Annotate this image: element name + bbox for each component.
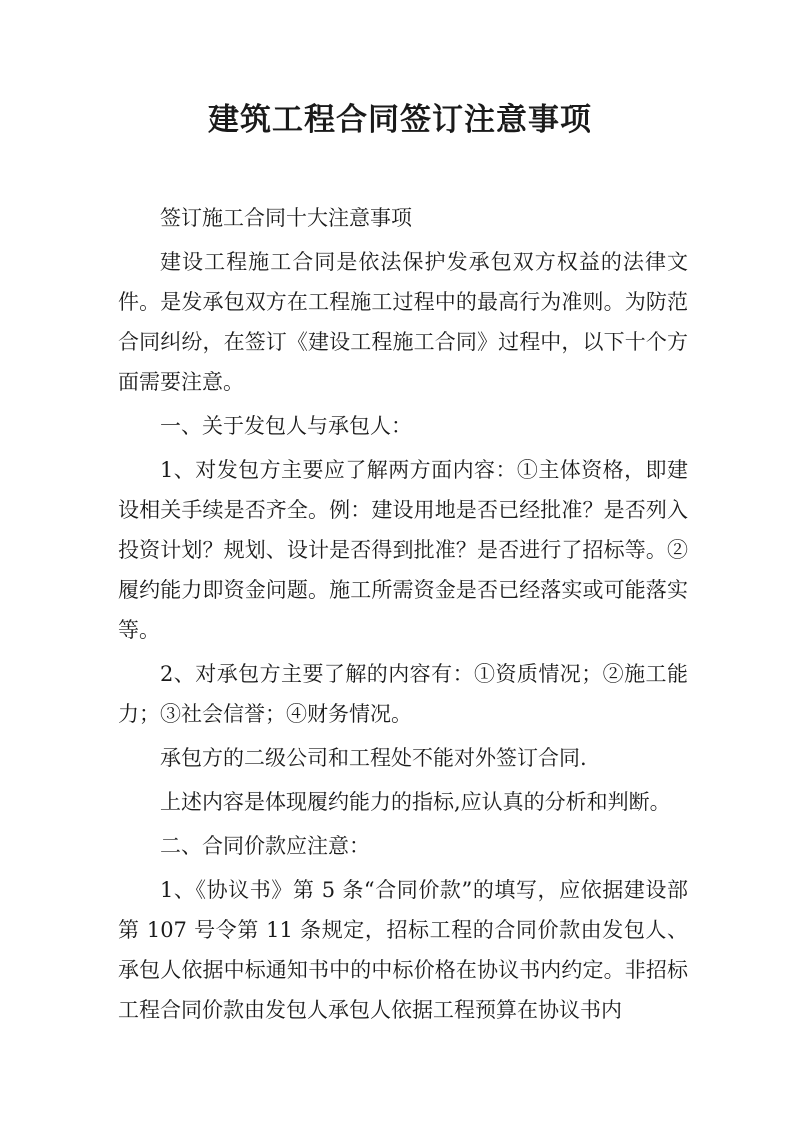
paragraph-intro: 建设工程施工合同是依法保护发承包双方权益的法律文件。是发承包双方在工程施工过程中的最高行为准则。为防范合同纠纷，在签订《建设工程施工合同》过程中，以下十个方面需要注意。 <box>118 250 688 394</box>
paragraph-note-1: 承包方的二级公司和工程处不能对外签订合同. <box>160 746 587 770</box>
paragraph-subtitle: 签订施工合同十大注意事项 <box>160 206 412 230</box>
section-heading-1: 一、关于发包人与承包人： <box>160 414 412 438</box>
paragraph-note-2: 上述内容是体现履约能力的指标,应认真的分析和判断。 <box>160 790 671 814</box>
document-body <box>118 198 688 1034</box>
section-heading-2: 二、合同价款应注意： <box>160 834 370 858</box>
paragraph-item-1-2: 2、对承包方主要了解的内容有：①资质情况；②施工能力；③社会信誉；④财务情况。 <box>118 662 688 726</box>
paragraph-item-2-1: 1、《协议书》第 5 条“合同价款”的填写，应依据建设部第 107 号令第 11 条规定，招标工程的合同价款由发包人、承包人依据中标通知书中的中标价格在协议书内约定。非招标工程合同价款由发包人承包人依据工程预算在协议书内 <box>118 878 688 1022</box>
paragraph-item-1-1: 1、对发包方主要应了解两方面内容：①主体资格，即建设相关手续是否齐全。例：建设用地是否已经批准？是否列入投资计划？规划、设计是否得到批准？是否进行了招标等。②履约能力即资金问题。施工所需资金是否已经落实或可能落实等。 <box>118 458 688 642</box>
document-title: 建筑工程合同签订注意事项 <box>208 102 592 138</box>
